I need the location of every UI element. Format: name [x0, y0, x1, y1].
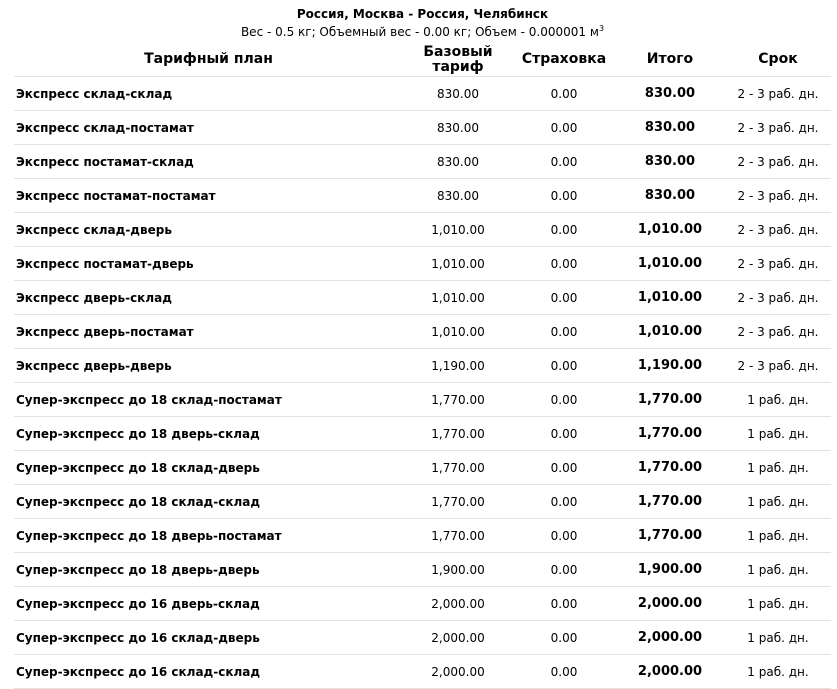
table-row — [14, 553, 831, 587]
column-header-base-tariff — [403, 43, 513, 77]
table-row — [14, 77, 831, 111]
insurance-cell: 0.00 — [513, 417, 615, 451]
table-row — [14, 315, 831, 349]
column-header-plan: Тарифный план — [14, 43, 403, 77]
base-tariff-cell: 1,010.00 — [403, 281, 513, 315]
total-cell: 1,770.00 — [615, 417, 725, 451]
insurance-cell: 0.00 — [513, 621, 615, 655]
base-tariff-cell: 1,770.00 — [403, 485, 513, 519]
base-tariff-cell: 2,000.00 — [403, 621, 513, 655]
volume-unit-superscript: 3 — [598, 24, 605, 33]
tariff-plan-cell: Экспресс дверь-дверь — [14, 349, 403, 383]
base-tariff-cell: 1,770.00 — [403, 383, 513, 417]
table-row — [14, 519, 831, 553]
tariff-table-body — [14, 77, 831, 689]
insurance-cell: 0.00 — [513, 519, 615, 553]
table-row — [14, 655, 831, 689]
tariff-plan-cell: Супер-экспресс до 18 склад-склад — [14, 485, 403, 519]
column-header-total: Итого — [615, 43, 725, 77]
base-tariff-cell: 1,010.00 — [403, 315, 513, 349]
total-cell: 1,770.00 — [615, 485, 725, 519]
tariff-plan-cell: Экспресс постамат-постамат — [14, 179, 403, 213]
table-row — [14, 417, 831, 451]
insurance-cell: 0.00 — [513, 485, 615, 519]
term-cell: 1 раб. дн. — [725, 383, 831, 417]
base-tariff-cell: 1,770.00 — [403, 417, 513, 451]
term-cell: 2 - 3 раб. дн. — [725, 247, 831, 281]
base-tariff-cell: 1,010.00 — [403, 247, 513, 281]
table-row — [14, 383, 831, 417]
term-cell: 1 раб. дн. — [725, 417, 831, 451]
insurance-cell: 0.00 — [513, 77, 615, 111]
total-cell: 830.00 — [615, 145, 725, 179]
base-tariff-cell: 2,000.00 — [403, 655, 513, 689]
total-cell: 1,770.00 — [615, 519, 725, 553]
total-cell: 1,010.00 — [615, 281, 725, 315]
base-tariff-cell: 830.00 — [403, 179, 513, 213]
tariff-plan-cell: Экспресс постамат-дверь — [14, 247, 403, 281]
term-cell: 1 раб. дн. — [725, 451, 831, 485]
column-header-base-line1: Базовый — [423, 43, 493, 60]
tariff-plan-cell: Экспресс дверь-постамат — [14, 315, 403, 349]
insurance-cell: 0.00 — [513, 247, 615, 281]
base-tariff-cell: 830.00 — [403, 77, 513, 111]
total-cell: 1,010.00 — [615, 247, 725, 281]
total-cell: 1,190.00 — [615, 349, 725, 383]
base-tariff-cell: 830.00 — [403, 111, 513, 145]
total-cell: 1,010.00 — [615, 315, 725, 349]
tariff-table — [14, 43, 831, 689]
tariff-table-header — [14, 43, 831, 77]
total-cell: 830.00 — [615, 77, 725, 111]
tariff-plan-cell: Экспресс склад-дверь — [14, 213, 403, 247]
insurance-cell: 0.00 — [513, 383, 615, 417]
column-header-base-line2: тариф — [432, 58, 484, 75]
tariff-plan-cell: Супер-экспресс до 16 склад-склад — [14, 655, 403, 689]
table-row — [14, 485, 831, 519]
table-row — [14, 179, 831, 213]
base-tariff-cell: 1,770.00 — [403, 451, 513, 485]
term-cell: 1 раб. дн. — [725, 587, 831, 621]
term-cell: 2 - 3 раб. дн. — [725, 315, 831, 349]
insurance-cell: 0.00 — [513, 111, 615, 145]
term-cell: 1 раб. дн. — [725, 519, 831, 553]
shipment-params — [0, 24, 837, 40]
term-cell: 2 - 3 раб. дн. — [725, 281, 831, 315]
total-cell: 2,000.00 — [615, 621, 725, 655]
tariff-plan-cell: Супер-экспресс до 18 дверь-дверь — [14, 553, 403, 587]
term-cell: 2 - 3 раб. дн. — [725, 349, 831, 383]
insurance-cell: 0.00 — [513, 213, 615, 247]
insurance-cell: 0.00 — [513, 281, 615, 315]
base-tariff-cell: 1,900.00 — [403, 553, 513, 587]
tariff-plan-cell: Супер-экспресс до 18 склад-постамат — [14, 383, 403, 417]
table-row — [14, 281, 831, 315]
total-cell: 1,770.00 — [615, 451, 725, 485]
table-row — [14, 145, 831, 179]
insurance-cell: 0.00 — [513, 451, 615, 485]
table-row — [14, 213, 831, 247]
total-cell: 2,000.00 — [615, 587, 725, 621]
table-row — [14, 111, 831, 145]
route-title: Россия, Москва - Россия, Челябинск — [296, 7, 549, 21]
table-row — [14, 247, 831, 281]
term-cell: 2 - 3 раб. дн. — [725, 145, 831, 179]
table-row — [14, 587, 831, 621]
total-cell: 2,000.00 — [615, 655, 725, 689]
tariff-plan-cell: Супер-экспресс до 18 дверь-постамат — [14, 519, 403, 553]
term-cell: 1 раб. дн. — [725, 553, 831, 587]
total-cell: 1,010.00 — [615, 213, 725, 247]
tariff-plan-cell: Экспресс склад-постамат — [14, 111, 403, 145]
tariff-plan-cell: Экспресс склад-склад — [14, 77, 403, 111]
tariff-plan-cell: Экспресс постамат-склад — [14, 145, 403, 179]
base-tariff-cell: 1,010.00 — [403, 213, 513, 247]
insurance-cell: 0.00 — [513, 145, 615, 179]
insurance-cell: 0.00 — [513, 587, 615, 621]
header-row — [14, 43, 831, 77]
total-cell: 1,770.00 — [615, 383, 725, 417]
term-cell: 2 - 3 раб. дн. — [725, 77, 831, 111]
tariff-plan-cell: Супер-экспресс до 18 дверь-склад — [14, 417, 403, 451]
insurance-cell: 0.00 — [513, 553, 615, 587]
term-cell: 2 - 3 раб. дн. — [725, 111, 831, 145]
insurance-cell: 0.00 — [513, 179, 615, 213]
base-tariff-cell: 830.00 — [403, 145, 513, 179]
term-cell: 1 раб. дн. — [725, 655, 831, 689]
term-cell: 1 раб. дн. — [725, 621, 831, 655]
tariff-plan-cell: Супер-экспресс до 18 склад-дверь — [14, 451, 403, 485]
total-cell: 830.00 — [615, 111, 725, 145]
insurance-cell: 0.00 — [513, 349, 615, 383]
term-cell: 2 - 3 раб. дн. — [725, 213, 831, 247]
column-header-insurance: Страховка — [513, 43, 615, 77]
table-row — [14, 349, 831, 383]
tariff-plan-cell: Супер-экспресс до 16 дверь-склад — [14, 587, 403, 621]
base-tariff-cell: 1,190.00 — [403, 349, 513, 383]
insurance-cell: 0.00 — [513, 315, 615, 349]
tariff-plan-cell: Экспресс дверь-склад — [14, 281, 403, 315]
column-header-term: Срок — [725, 43, 831, 77]
term-cell: 2 - 3 раб. дн. — [725, 179, 831, 213]
total-cell: 830.00 — [615, 179, 725, 213]
shipment-params-text: Вес - 0.5 кг; Объемный вес - 0.00 кг; Объем - 0.000001 м — [240, 25, 599, 39]
table-row — [14, 621, 831, 655]
insurance-cell: 0.00 — [513, 655, 615, 689]
total-cell: 1,900.00 — [615, 553, 725, 587]
term-cell: 1 раб. дн. — [725, 485, 831, 519]
table-row — [14, 451, 831, 485]
base-tariff-cell: 2,000.00 — [403, 587, 513, 621]
tariff-plan-cell: Супер-экспресс до 16 склад-дверь — [14, 621, 403, 655]
base-tariff-cell: 1,770.00 — [403, 519, 513, 553]
